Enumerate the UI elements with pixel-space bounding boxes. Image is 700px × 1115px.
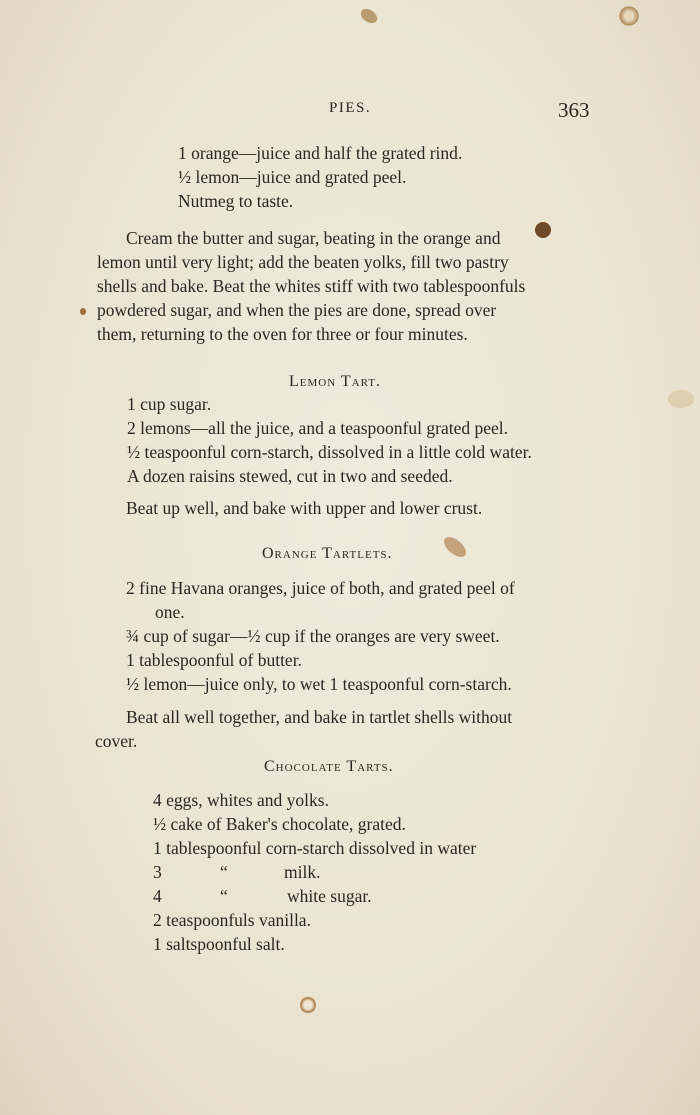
intro-ingredient: ½ lemon—juice and grated peel. <box>178 167 407 187</box>
ingredient-line: ½ lemon—juice only, to wet 1 teaspoonful corn-starch. <box>126 674 512 694</box>
stain-mid <box>441 533 470 560</box>
method-line: Beat up well, and bake with upper and lower crust. <box>126 498 483 518</box>
ingredient-line: one. <box>155 602 185 622</box>
paragraph-line: Cream the butter and sugar, beating in the orange and <box>126 228 501 248</box>
ingredient-quantity: 3 <box>153 862 162 882</box>
paragraph-line: lemon until very light; add the beaten yolks, fill two pastry <box>97 252 509 272</box>
running-head: PIES. <box>329 100 372 116</box>
ingredient-line: ¾ cup of sugar—½ cup if the oranges are very sweet. <box>126 626 500 646</box>
stain-top <box>358 6 380 26</box>
paragraph-line: them, returning to the oven for three or four minutes. <box>97 324 468 344</box>
stain-ink-blot <box>535 222 551 238</box>
paragraph-line: powdered sugar, and when the pies are done, spread over <box>97 300 497 320</box>
method-line: cover. <box>95 731 138 751</box>
ingredient-line: 1 tablespoonful of butter. <box>126 650 302 670</box>
page-number: 363 <box>558 98 590 122</box>
ingredient-line: 4 eggs, whites and yolks. <box>153 790 329 810</box>
paragraph-line: shells and bake. Beat the whites stiff with two tablespoonfuls <box>97 276 526 296</box>
ingredient-line: ½ cake of Baker's chocolate, grated. <box>153 814 406 834</box>
ingredient-quantity: 4 <box>153 886 162 906</box>
ditto-mark: “ <box>220 886 228 906</box>
ditto-mark: “ <box>220 862 228 882</box>
recipe-title-orange-tartlets: Orange Tartlets. <box>262 545 393 562</box>
stain-margin <box>80 308 86 315</box>
ingredient-name: milk. <box>284 862 321 882</box>
intro-ingredient: 1 orange—juice and half the grated rind. <box>178 143 463 163</box>
ingredient-line: 2 fine Havana oranges, juice of both, and grated peel of <box>126 578 515 598</box>
stain-top-right <box>619 6 639 26</box>
ingredient-line: A dozen raisins stewed, cut in two and seeded. <box>127 466 453 486</box>
ingredient-line: 1 tablespoonful corn-starch dissolved in water <box>153 838 477 858</box>
ingredient-line: 1 cup sugar. <box>127 394 212 414</box>
recipe-title-lemon-tart: Lemon Tart. <box>289 373 381 390</box>
stain-bottom <box>300 996 316 1014</box>
ingredient-name: white sugar. <box>287 886 372 906</box>
ingredient-line: 1 saltspoonful salt. <box>153 934 285 954</box>
stain-right-edge <box>668 390 694 408</box>
method-line: Beat all well together, and bake in tartlet shells without <box>126 707 513 727</box>
ingredient-line: ½ teaspoonful corn-starch, dissolved in a little cold water. <box>127 442 532 462</box>
recipe-title-chocolate-tarts: Chocolate Tarts. <box>264 758 394 775</box>
intro-ingredient: Nutmeg to taste. <box>178 191 294 211</box>
ingredient-line: 2 lemons—all the juice, and a teaspoonful grated peel. <box>127 418 508 438</box>
ingredient-line: 2 teaspoonfuls vanilla. <box>153 910 311 930</box>
